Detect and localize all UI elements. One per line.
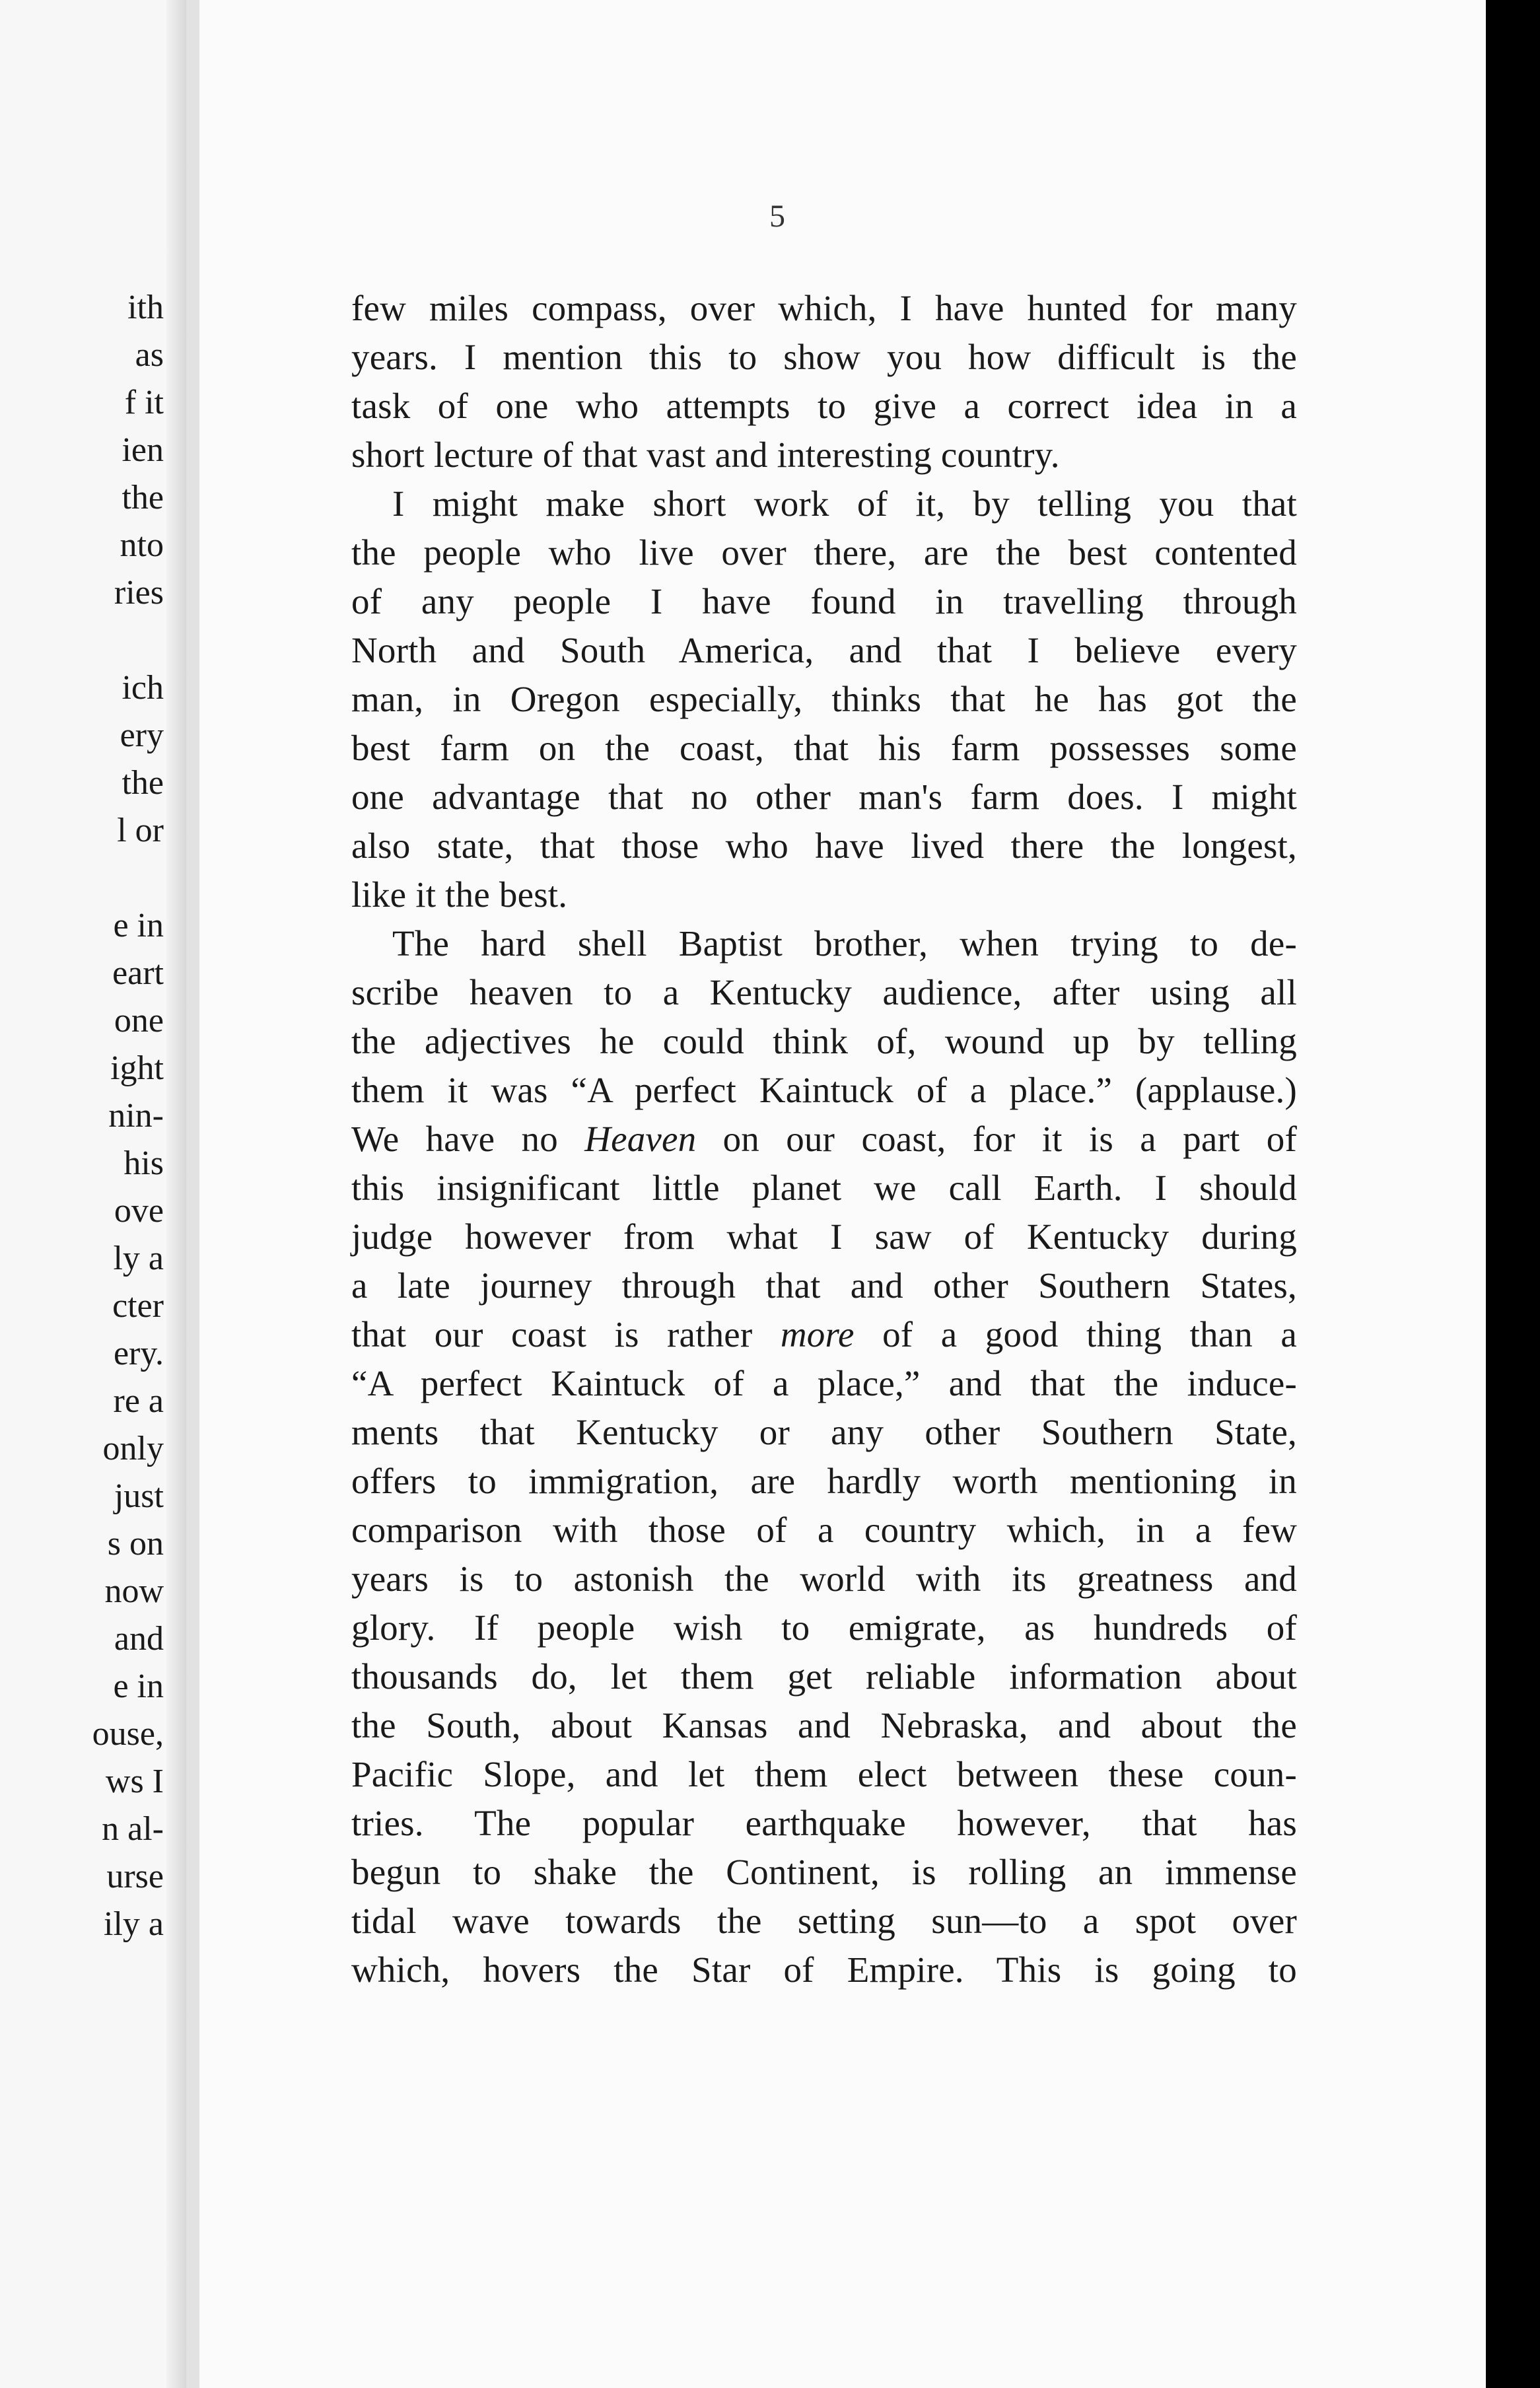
text-line: years. I mention this to show you how difficult is the <box>351 337 1297 377</box>
text-line: years is to astonish the world with its greatness and <box>351 1559 1297 1599</box>
left-page-fragment: cter <box>112 1287 164 1325</box>
page-number: 5 <box>769 199 785 234</box>
text-line: best farm on the coast, that his farm possesses some <box>351 728 1297 768</box>
left-page-fragment: ly a <box>113 1240 164 1277</box>
left-page-fragment: ws I <box>105 1763 164 1800</box>
text-line <box>351 1119 1297 1159</box>
left-page-fragment: f it <box>124 384 164 421</box>
text-line: them it was “A perfect Kaintuck of a place.” (applause.) <box>351 1070 1297 1110</box>
left-page-fragment: e in <box>113 1668 164 1705</box>
text-line: judge however from what I saw of Kentucky during <box>351 1216 1297 1257</box>
left-page-fragment: e in <box>113 907 164 944</box>
text-line: North and South America, and that I believe every <box>351 630 1297 670</box>
text-line: “A perfect Kaintuck of a place,” and that the induce- <box>351 1363 1297 1403</box>
text-line: one advantage that no other man's farm does. I might <box>351 777 1297 817</box>
text-line: task of one who attempts to give a correct idea in a <box>351 386 1297 426</box>
text-line: tries. The popular earthquake however, that has <box>351 1803 1297 1843</box>
left-page-fragment: ove <box>114 1192 164 1230</box>
left-page-fragment: the <box>122 479 164 516</box>
left-page-fragment: s on <box>107 1525 164 1563</box>
text-line: man, in Oregon especially, thinks that he has got the <box>351 679 1297 719</box>
text-span: We have no <box>351 1119 585 1159</box>
text-line: ments that Kentucky or any other Southern State, <box>351 1412 1297 1452</box>
left-page-fragment: ery <box>120 717 164 754</box>
left-page-fragment: ich <box>122 669 164 707</box>
scan-border <box>1486 0 1540 2388</box>
page-gap <box>186 0 199 2388</box>
left-page-fragment: nto <box>120 526 164 564</box>
text-line: begun to shake the Continent, is rolling an immense <box>351 1852 1297 1892</box>
left-page-fragment: nin- <box>108 1097 164 1135</box>
left-page-fragment: ouse, <box>92 1715 164 1753</box>
left-page-fragment: ien <box>122 431 164 469</box>
text-span: of a good thing than a <box>854 1314 1298 1354</box>
text-line: like it the best. <box>351 874 568 915</box>
left-page-edge <box>0 0 186 2388</box>
text-line <box>351 1315 1297 1354</box>
text-line: comparison with those of a country which, in a few <box>351 1510 1297 1550</box>
text-line: scribe heaven to a Kentucky audience, after using all <box>351 972 1297 1012</box>
left-page-fragment: eart <box>112 954 164 992</box>
left-page-fragment: ight <box>110 1049 164 1087</box>
text-line: short lecture of that vast and interesting country. <box>351 435 1060 475</box>
text-span: on our coast, for it is a part of <box>696 1119 1297 1159</box>
text-line: The hard shell Baptist brother, when trying to de- <box>392 923 1297 964</box>
left-page-fragment: ery. <box>113 1335 164 1372</box>
page-gutter <box>166 0 186 2388</box>
left-page-fragment: ith <box>127 289 164 326</box>
text-line: thousands do, let them get reliable information about <box>351 1656 1297 1697</box>
text-line: offers to immigration, are hardly worth mentioning in <box>351 1461 1297 1501</box>
left-page-fragment: as <box>135 336 164 374</box>
left-page-fragment: ries <box>114 574 164 612</box>
left-page-fragment: only <box>102 1430 164 1467</box>
text-line: Pacific Slope, and let them elect between these coun- <box>351 1754 1297 1794</box>
italic-word: Heaven <box>584 1119 697 1159</box>
left-page-fragment: one <box>114 1002 164 1039</box>
text-line: I might make short work of it, by telling you that <box>392 483 1297 524</box>
left-page-fragment: l or <box>117 812 164 849</box>
left-page-fragment: his <box>123 1144 164 1182</box>
text-line: the adjectives he could think of, wound up by telling <box>351 1021 1297 1061</box>
left-page-fragment: and <box>114 1620 164 1658</box>
text-line: which, hovers the Star of Empire. This is going to <box>351 1949 1297 1990</box>
left-page-fragment: re a <box>113 1382 164 1420</box>
text-line: few miles compass, over which, I have hunted for many <box>351 288 1297 328</box>
text-line: of any people I have found in travelling through <box>351 581 1297 621</box>
text-line: the people who live over there, are the best contented <box>351 532 1297 573</box>
text-span: that our coast is rather <box>351 1314 781 1354</box>
text-line: the South, about Kansas and Nebraska, and about the <box>351 1705 1297 1745</box>
text-line: tidal wave towards the setting sun—to a spot over <box>351 1901 1297 1941</box>
text-line: glory. If people wish to emigrate, as hundreds of <box>351 1607 1297 1648</box>
text-line: a late journey through that and other Southern States, <box>351 1265 1297 1306</box>
left-page-fragment: n al- <box>102 1810 164 1848</box>
left-page-fragment: the <box>122 764 164 802</box>
left-page-fragment: ily a <box>104 1905 164 1943</box>
text-line: this insignificant little planet we call Earth. I should <box>351 1168 1297 1208</box>
text-line: also state, that those who have lived there the longest, <box>351 825 1297 866</box>
left-page-fragment: urse <box>106 1858 164 1895</box>
left-page-fragment: now <box>104 1572 164 1610</box>
italic-word: more <box>780 1314 855 1354</box>
left-page-fragment: just <box>114 1477 164 1515</box>
